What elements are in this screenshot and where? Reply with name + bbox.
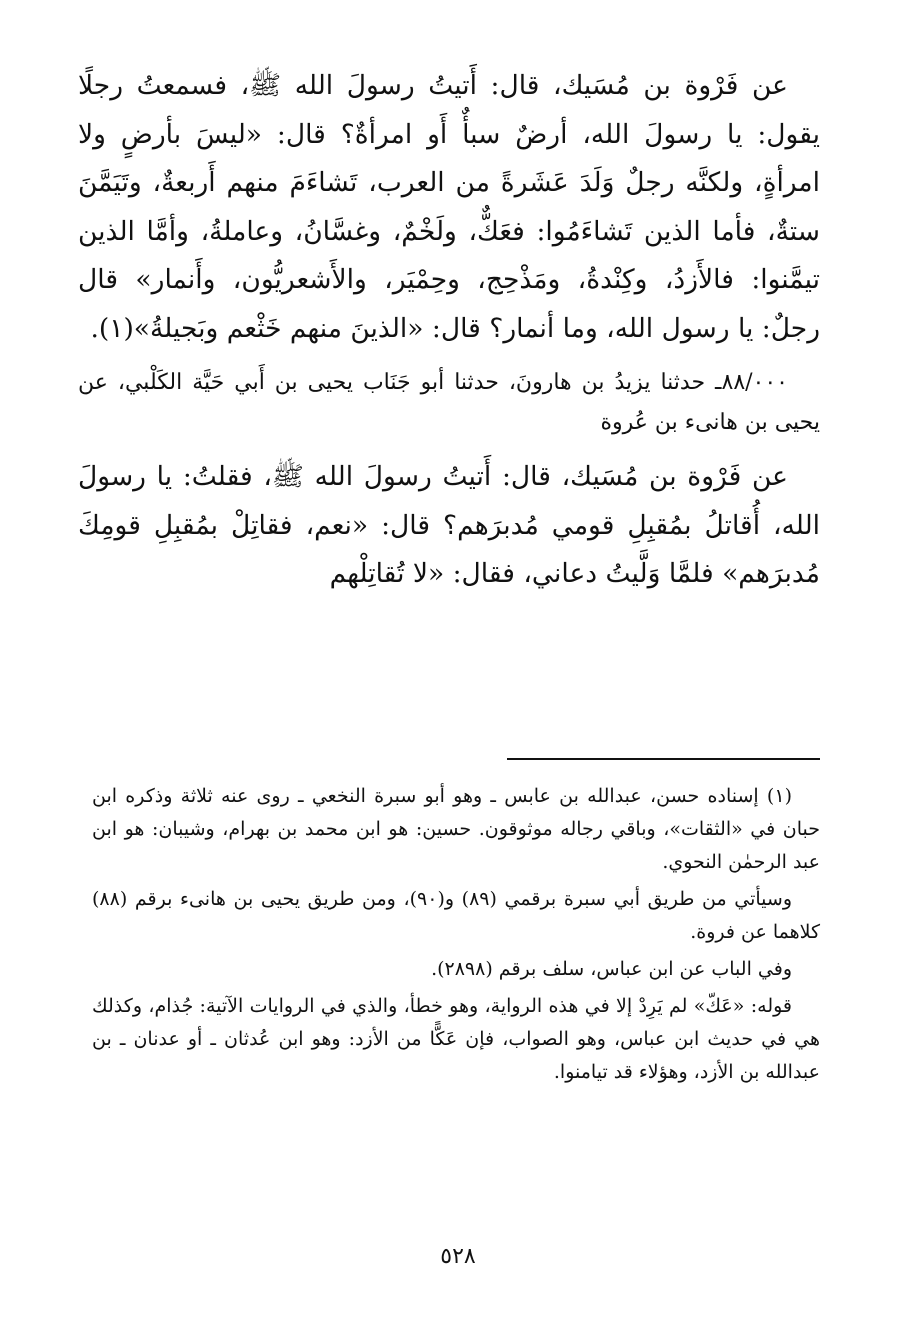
footnote-paragraph: (١) إسناده حسن، عبدالله بن عابس ـ وهو أبو سبرة النخعي ـ روى عنه ثلاثة وذكره ابن حبان في «الثقات»، وباقي رجاله موثوقون. حسين: هو ابن محمد بن بهرام، وشيبان: هو ابن عبد الرحمٰن النحوي. — [92, 785, 820, 873]
footnote-paragraph: قوله: «عَكّ» لم يَرِدْ إلا في هذه الرواية، وهو خطأ، والذي في الروايات الآتية: جُذام، وكذلك هي في حديث ابن عباس، وهو الصواب، فإن عَكًّا من الأزد: وهو ابن عُدثان ـ أو عدنان ـ بن عبدالله بن الأزد، وهؤلاء قد تيامنوا. — [92, 995, 820, 1083]
hadith-text: عن فَرْوة بن مُسَيك، قال: أَتيتُ رسولَ الله ﷺ، فقلتُ: يا رسولَ الله، أُقاتلُ بمُقبِلِ قومي مُدبرَهم؟ قال: «نعم، فقاتِلْ بمُقبِلِ قومِكَ مُدبرَهم» فلمَّا وَلَّيتُ دعاني، فقال: «لا تُقاتِلْهم — [78, 461, 820, 589]
footnote-paragraph: وفي الباب عن ابن عباس، سلف برقم (٢٨٩٨). — [431, 958, 792, 980]
footnote-paragraph: وسيأتي من طريق أبي سبرة برقمي (٨٩) و(٩٠)، ومن طريق يحيى بن هانىء برقم (٨٨) كلاهما عن فروة. — [92, 888, 820, 943]
page-number: ٥٢٨ — [440, 1244, 476, 1269]
hadith-text: عن فَرْوة بن مُسَيك، قال: أَتيتُ رسولَ الله ﷺ، فسمعتُ رجلًا يقول: يا رسولَ الله، أرضٌ سبأٌ أَو امرأةٌ؟ قال: «ليسَ بأرضٍ ولا امرأةٍ، ولكنَّه رجلٌ وَلَدَ عَشَرةً من العرب، تَشاءَمَ منهم أَربعةٌ، وتَيَمَّنَ ستةٌ، فأما الذين تَشاءَمُوا: فعَكٌّ، ولَخْمٌ، وغسَّانُ، وعاملةُ، وأمَّا الذين تيمَّنوا: فالأَزدُ، وكِنْدةُ، ومَذْحِج، وحِمْيَر، والأَشعريُّون، وأَنمار» قال رجلٌ: يا رسول الله، وما أنمار؟ قال: «الذينَ منهم خَثْعم وبَجيلةُ»(١). — [78, 70, 820, 344]
isnad-line: ٨٨/٠٠٠ـ حدثنا يزيدُ بن هارونَ، حدثنا أبو جَنَاب يحيى بن أَبي حَيَّة الكَلْبي، عن يحيى بن هانىء بن عُروة — [78, 370, 820, 435]
footnote-separator — [507, 758, 820, 760]
main-text — [78, 62, 820, 599]
footnotes — [92, 780, 820, 1089]
